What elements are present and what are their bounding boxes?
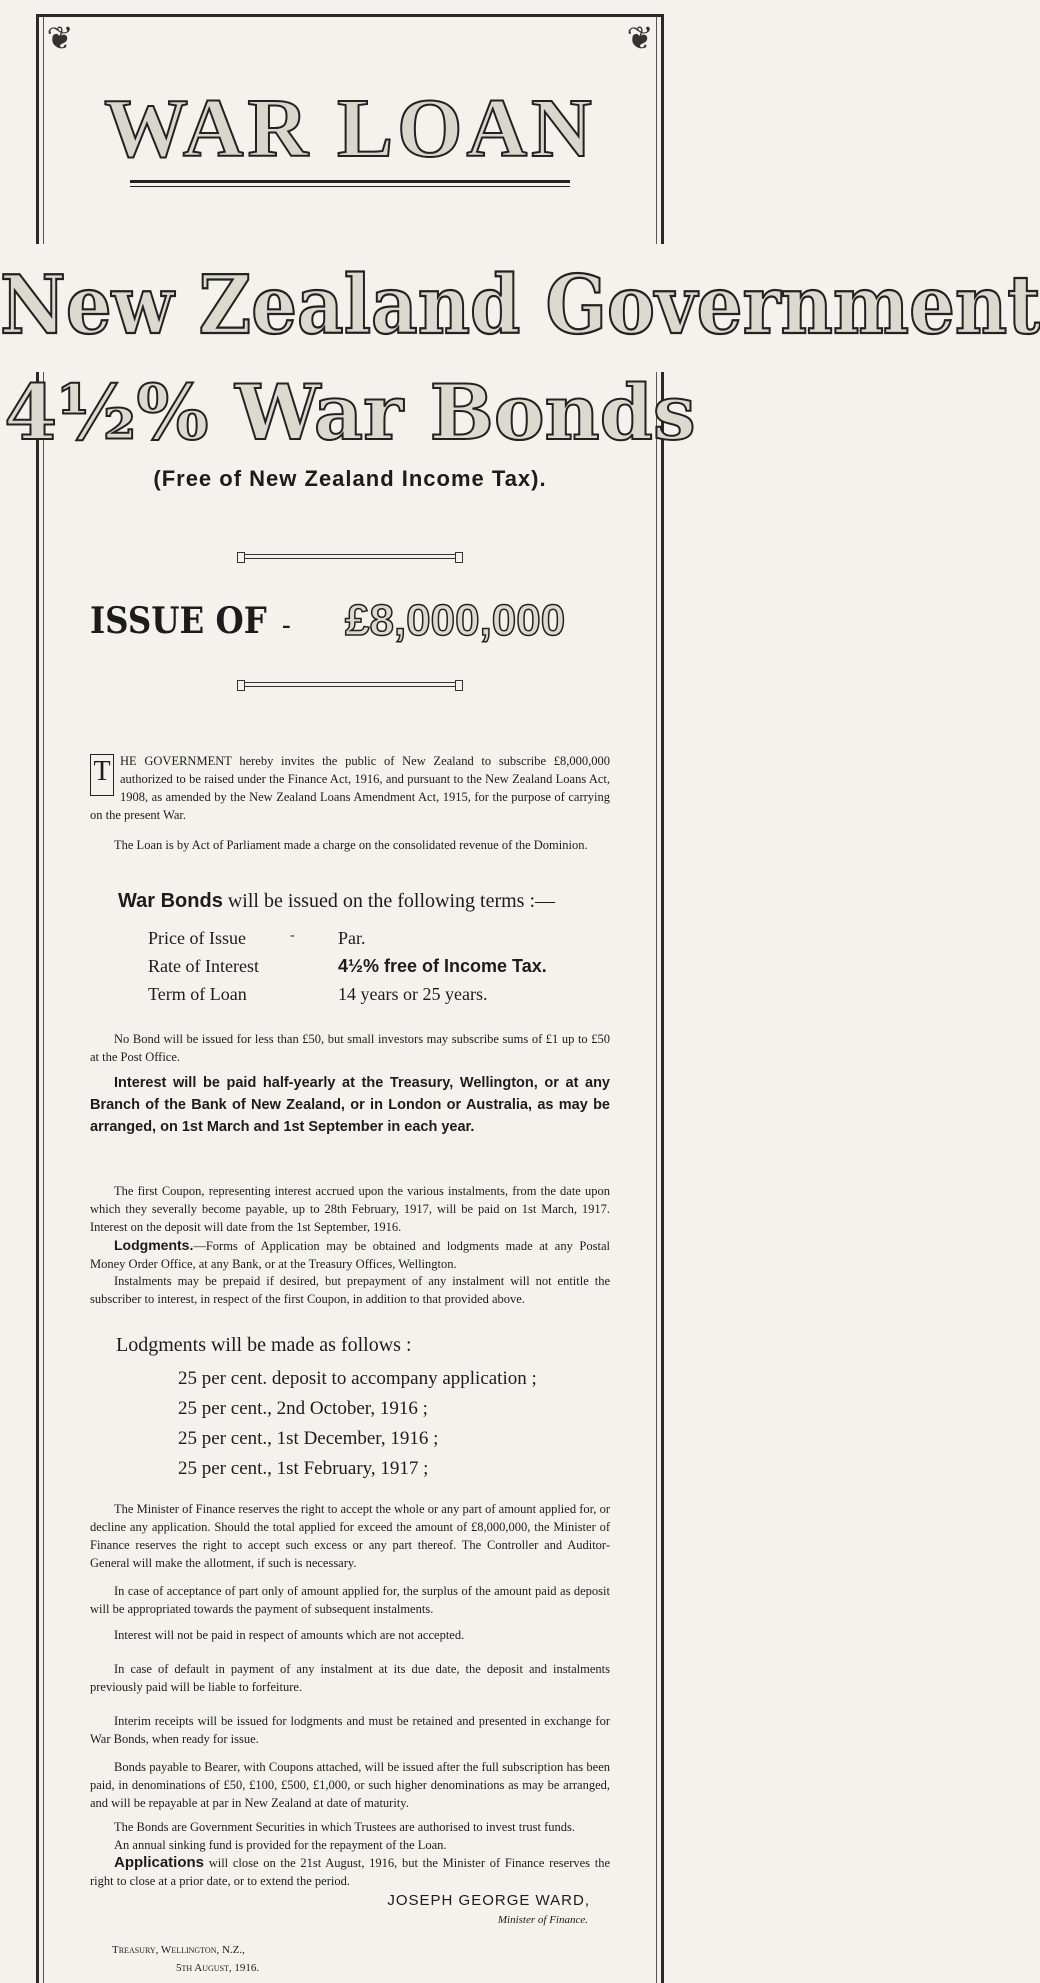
government-heading: New Zealand Government <box>0 256 1040 353</box>
first-coupon-paragraph: The first Coupon, representing interest accrued upon the various instalments, from the date upon which they severally become payable, up to 28th February, 1917, will be paid on 1st March, 1917. Interest on the deposit will date from the 1st September, 1916. <box>90 1184 610 1234</box>
prepaid-paragraph: Instalments may be prepaid if desired, but prepayment of any instalment will not entitle the subscriber to interest, in respect of the first Coupon, in addition to that provided above. <box>90 1274 610 1306</box>
term-value: 4½% free of Income Tax. <box>338 956 547 976</box>
term-value: 14 years or 25 years. <box>338 984 488 1004</box>
loan-charge-paragraph: The Loan is by Act of Parliament made a charge on the consolidated revenue of the Dominion. <box>114 838 588 852</box>
tax-free-subtitle: (Free of New Zealand Income Tax). <box>153 466 547 491</box>
term-key: Price of Issue <box>148 928 246 948</box>
terms-heading <box>118 890 555 913</box>
no-interest-paragraph: Interest will not be paid in respect of amounts which are not accepted. <box>114 1628 465 1642</box>
lodgment-item: 25 per cent., 1st February, 1917 ; <box>178 1458 429 1479</box>
ornamental-bar <box>240 554 460 559</box>
war-bonds-heading: 4½% War Bonds <box>4 368 696 457</box>
trustees-text: The Bonds are Government Securities in which Trustees are authorised to invest trust funds. <box>114 1820 576 1834</box>
default-paragraph: In case of default in payment of any instalment at its due date, the deposit and instalments previously paid will be liable to forfeiture. <box>90 1662 610 1694</box>
bearer-bonds-paragraph: Bonds payable to Bearer, with Coupons attached, will be issued after the full subscription has been paid, in denominations of £50, £100, £500, £1,000, or such higher denominations as may be arranged, and will be repayable at par in New Zealand at date of maturity. <box>90 1760 610 1810</box>
lodgment-item: 25 per cent. deposit to accompany application ; <box>178 1368 537 1389</box>
ornament-right-icon: ❦ <box>626 20 654 56</box>
terms-heading-rest: will be issued on the following terms :— <box>222 890 556 912</box>
minimum-bond-paragraph: No Bond will be issued for less than £50, but small investors may subscribe sums of £1 up to £50 at the Post Office. <box>90 1032 610 1064</box>
ornamental-bar <box>240 682 460 687</box>
signer-name: JOSEPH GEORGE WARD, <box>387 1892 590 1909</box>
sinking-fund-text: An annual sinking fund is provided for the repayment of the Loan. <box>114 1838 447 1852</box>
issue-label: ISSUE OF <box>90 600 267 642</box>
war-loan-title: WAR LOAN <box>104 82 596 175</box>
term-key: Rate of Interest <box>148 956 259 976</box>
title-underline <box>130 180 570 187</box>
term-mark: - <box>290 928 295 943</box>
signature-place: Treasury, Wellington, N.Z., <box>112 1944 245 1956</box>
applications-paragraph <box>90 1854 610 1890</box>
issue-amount: £8,000,000 <box>345 596 566 645</box>
interim-receipts-paragraph: Interim receipts will be issued for lodgments and must be retained and presented in exchange for War Bonds, when ready for issue. <box>90 1714 610 1746</box>
intro-text: HE GOVERNMENT hereby invites the public of New Zealand to subscribe £8,000,000 authorized to be raised under the Finance Act, 1916, and pursuant to the New Zealand Loans Act, 1908, as amended by the New Zealand Loans Amendment Act, 1915, for the purpose of carrying on the present War. <box>90 754 610 822</box>
lodgment-item: 25 per cent., 2nd October, 1916 ; <box>178 1398 428 1419</box>
interest-paragraph: Interest will be paid half-yearly at the Treasury, Wellington, or at any Branch of the Bank of New Zealand, or in London or Australia, as may be arranged, on 1st March and 1st September in each year. <box>90 1075 610 1135</box>
terms-heading-bold: War Bonds <box>118 890 223 912</box>
partial-acceptance-paragraph: In case of acceptance of part only of amount applied for, the surplus of the amount paid as deposit will be appropriated towards the payment of subsequent instalments. <box>90 1584 610 1616</box>
issue-dash: - <box>282 610 291 639</box>
lodgment-item: 25 per cent., 1st December, 1916 ; <box>178 1428 439 1449</box>
inner-rule-left <box>43 372 44 1983</box>
ornament-left-icon: ❦ <box>46 20 74 56</box>
lodgments-heading: Lodgments will be made as follows : <box>116 1334 412 1356</box>
lodgments-text: —Forms of Application may be obtained and lodgments made at any Postal Money Order Office, at any Bank, or at the Treasury Offices, Wellington. <box>90 1239 610 1271</box>
signature-date: 5th August, 1916. <box>176 1962 260 1974</box>
drop-cap: T <box>90 754 114 796</box>
lodgments-paragraph <box>90 1236 610 1273</box>
inner-rule-right <box>656 372 657 1983</box>
term-key: Term of Loan <box>148 984 247 1004</box>
trustees-paragraph <box>90 1818 610 1854</box>
intro-paragraph <box>90 752 610 824</box>
signer-title: Minister of Finance. <box>497 1914 588 1926</box>
reserve-paragraph: The Minister of Finance reserves the right to accept the whole or any part of amount applied for, or decline any application. Should the total applied for exceed the amount of £8,000,000, the Minister of Finance reserves the right to accept such excess or any part thereof. The Controller and Auditor-General will make the allotment, if such is necessary. <box>90 1502 610 1570</box>
applications-lead: Applications <box>114 1854 205 1871</box>
lodgments-lead: Lodgments. <box>114 1237 194 1253</box>
term-value: Par. <box>338 928 366 948</box>
applications-text: will close on the 21st August, 1916, but the Minister of Finance reserves the right to close at a prior date, or to extend the period. <box>90 1856 610 1888</box>
